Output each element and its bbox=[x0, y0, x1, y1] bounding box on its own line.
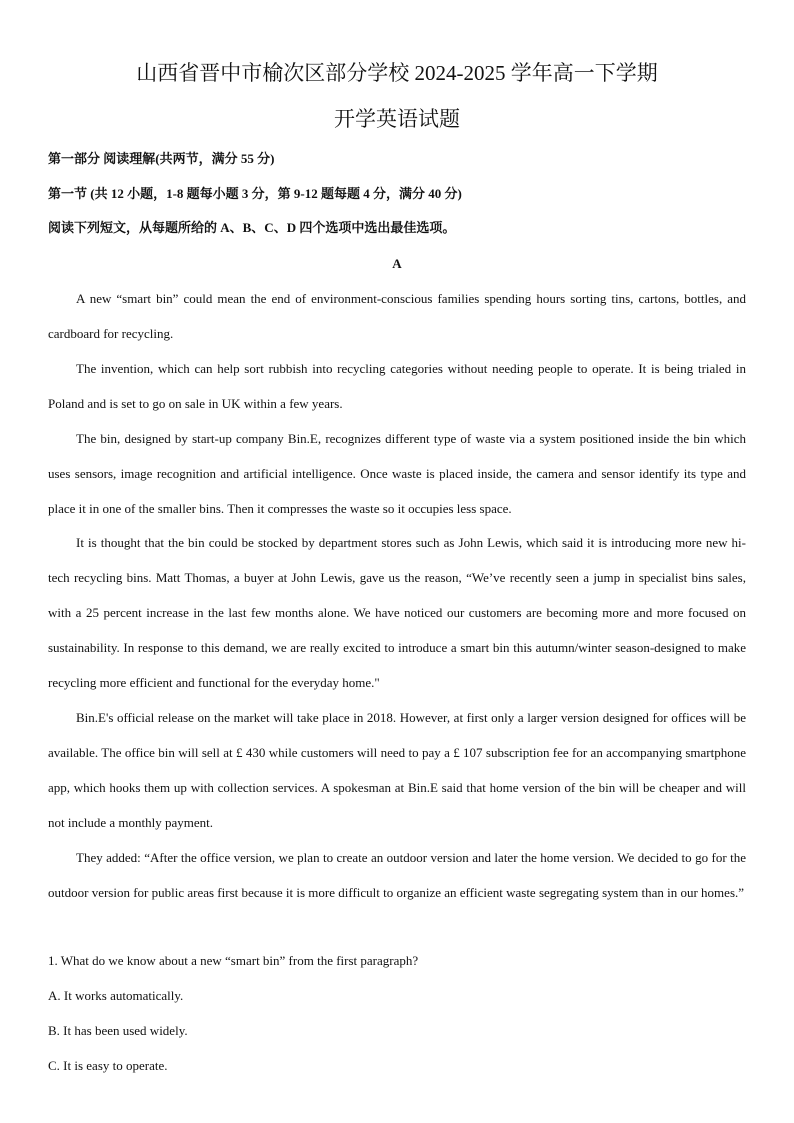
passage-paragraph-5: Bin.E's official release on the market will take place in 2018. However, at first only a larger version designed for offices will be available. The office bin will sell at £ 430 while customers will need to pay a £ 107 subscription fee for an accompanying smartphone app, which hooks them up with collection services. A spokesman at Bin.E said that home version of the bin will be cheaper and will not include a monthly payment. bbox=[48, 710, 746, 830]
document-subtitle: 开学英语试题 bbox=[334, 107, 460, 131]
passage-paragraph-6: They added: “After the office version, we plan to create an outdoor version and later the home version. We decided to go for the outdoor version for public areas first because it is more difficult to organize an efficient waste segregating system than in our homes.” bbox=[48, 850, 746, 900]
question-1-stem: 1. What do we know about a new “smart bin” from the first paragraph? bbox=[48, 953, 419, 968]
passage-paragraph-3: The bin, designed by start-up company Bin.E, recognizes different type of waste via a system positioned inside the bin which uses sensors, image recognition and artificial intelligence. Once waste is placed inside, the camera and sensor identify its type and place it in one of the smaller bins. Then it compresses the waste so it occupies less space. bbox=[48, 431, 746, 516]
passage-paragraph-2: The invention, which can help sort rubbish into recycling categories without needing people to operate. It is being trialed in Poland and is set to go on sale in UK within a few years. bbox=[48, 361, 746, 411]
passage-paragraph-4: It is thought that the bin could be stocked by department stores such as John Lewis, which said it is introducing more new hi-tech recycling bins. Matt Thomas, a buyer at John Lewis, gave us the reason, “We’ve recently seen a jump in specialist bins sales, with a 25 percent increase in the last few months alone. We have noticed our customers are becoming more and more focused on sustainability. In response to this demand, we are really excited to introduce a smart bin this autumn/winter season-designed to make recycling more efficient and functional for the everyday home." bbox=[48, 535, 746, 690]
passage-label: A bbox=[392, 256, 402, 271]
part-heading: 第一部分 阅读理解(共两节，满分 55 分) bbox=[48, 151, 275, 166]
section-heading: 第一节 (共 12 小题，1-8 题每小题 3 分，第 9-12 题每题 4 分，满分 40 分) bbox=[48, 186, 462, 201]
directions-text: 阅读下列短文，从每题所给的 A、B、C、D 四个选项中选出最佳选项。 bbox=[48, 220, 456, 235]
passage-paragraph-1: A new “smart bin” could mean the end of environment-conscious families spending hours sorting tins, cartons, bottles, and cardboard for recycling. bbox=[48, 291, 746, 341]
question-1-option-c: C. It is easy to operate. bbox=[48, 1058, 168, 1073]
question-1-option-a: A. It works automatically. bbox=[48, 988, 184, 1003]
document-title: 山西省晋中市榆次区部分学校 2024-2025 学年高一下学期 bbox=[136, 61, 658, 85]
question-1-option-b: B. It has been used widely. bbox=[48, 1023, 188, 1038]
